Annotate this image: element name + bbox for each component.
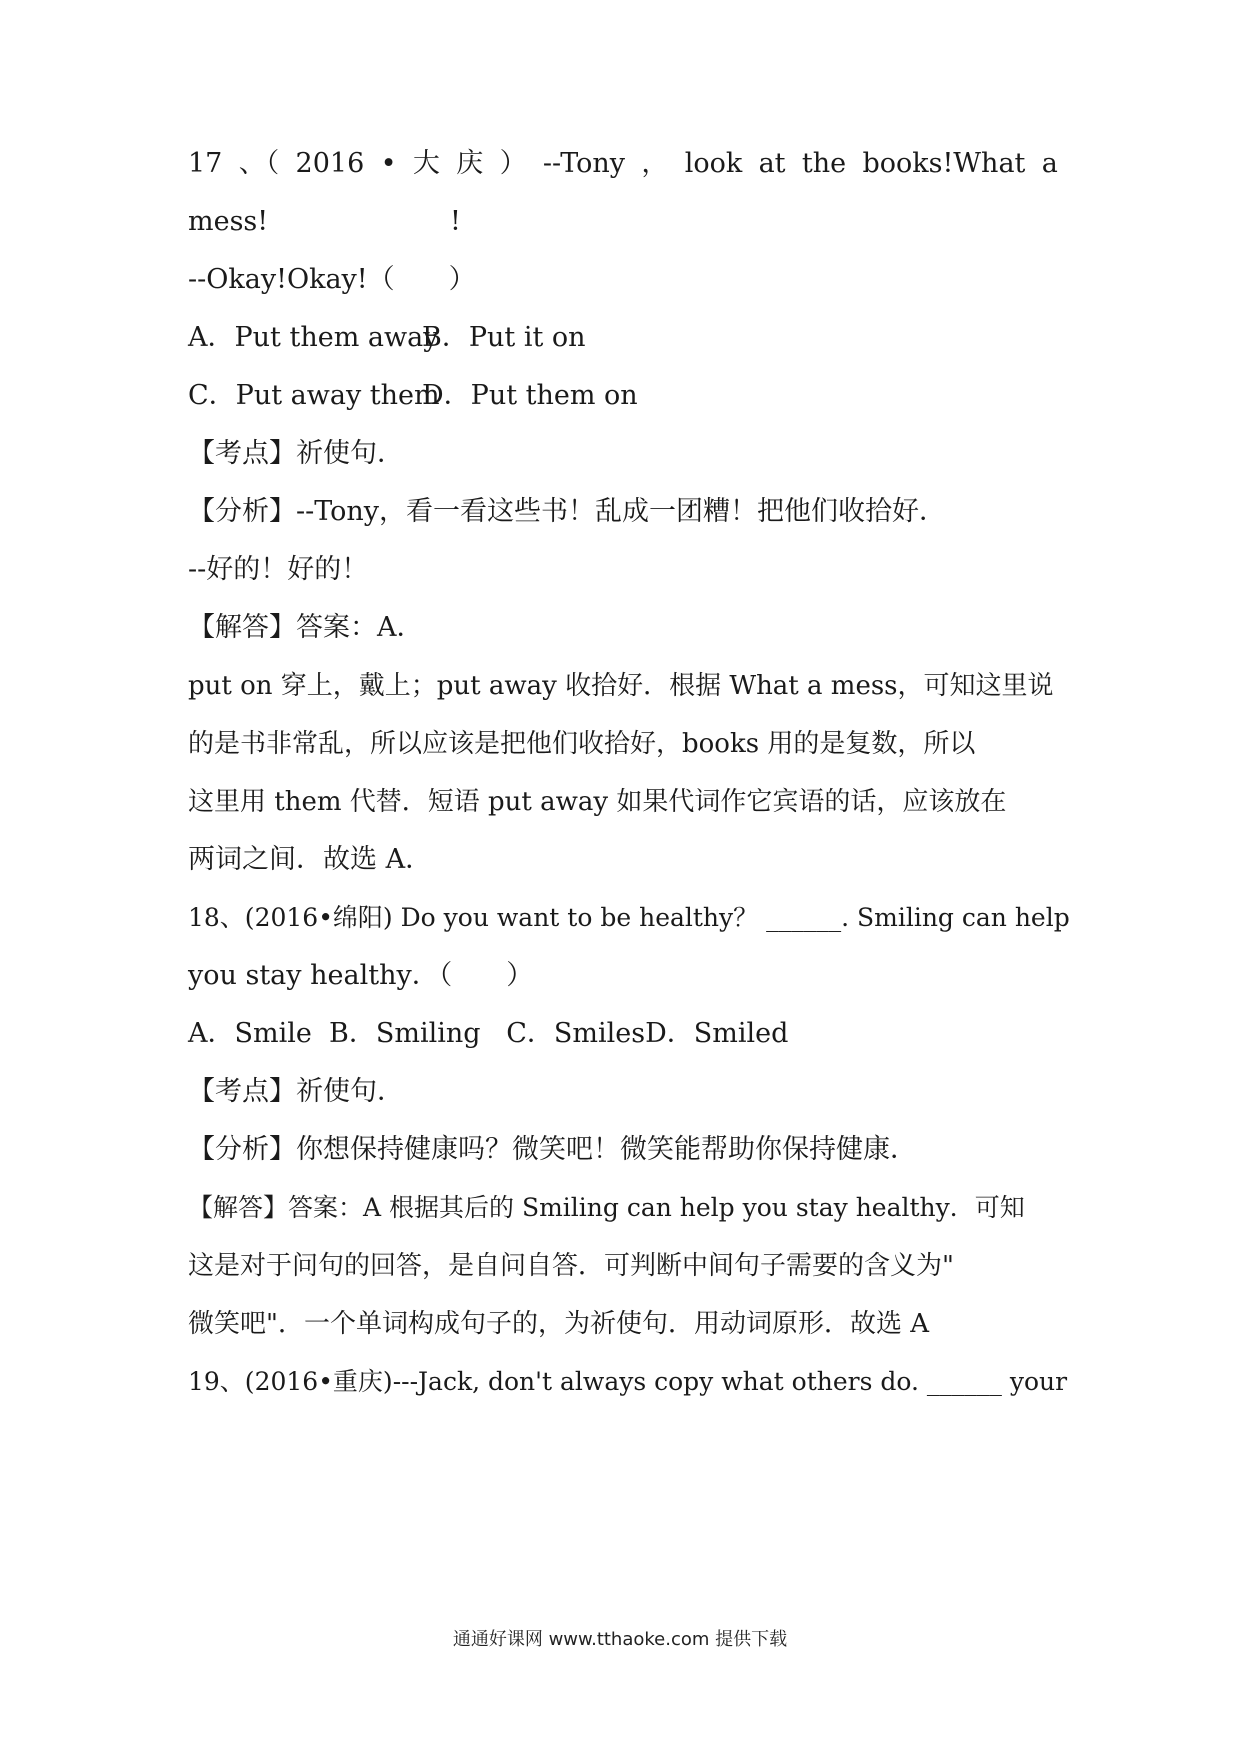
- q17-jieda: 【解答】答案：A．: [188, 612, 424, 643]
- q17-line-1-word: •: [380, 148, 397, 179]
- page-footer: 通通好课网 www.tthaoke.com 提供下载: [452, 1629, 788, 1650]
- q17-mess-text: mess!: [188, 206, 269, 237]
- q17-line-2: [188, 202, 1058, 242]
- q18-kaodian: 【考点】祈使句．: [188, 1076, 404, 1107]
- q17-line-1-word: ，: [641, 148, 669, 179]
- q17-line-1-word: books!What: [862, 148, 1026, 179]
- q19-line-1: 19、(2016•重庆)---Jack, don't always copy what others do. ______ your: [188, 1367, 1068, 1396]
- q17-explanation-4: 两词之间．故选 A．: [188, 844, 433, 875]
- q17-fenxi-2: --好的！好的！: [188, 554, 369, 585]
- q17-line-1-word: the: [801, 148, 847, 179]
- q18-line-1: 18、(2016•绵阳) Do you want to be healthy？ ______. Smiling can help: [188, 903, 1070, 932]
- q17-explanation-3: 这里用 them 代替．短语 put away 如果代词作它宾语的话，应该放在: [188, 787, 1007, 817]
- q17-line-1-word: 2016: [295, 148, 365, 179]
- q17-explanation-2: 的是书非常乱，所以应该是把他们收拾好，books 用的是复数，所以: [188, 729, 976, 759]
- q17-explanation-1: put on 穿上，戴上；put away 收拾好．根据 What a mess，可知这里说: [188, 671, 1054, 701]
- q17-line-1-word: ）: [499, 148, 527, 179]
- q17-line-1-word: --Tony: [542, 148, 626, 179]
- q18-options: A．Smile B．Smiling C．SmilesD．Smiled: [188, 1018, 789, 1049]
- q17-option-a: A．Put them away: [188, 322, 439, 353]
- q17-kaodian: 【考点】祈使句．: [188, 438, 404, 469]
- q17-exclaim: !: [450, 206, 461, 237]
- q17-line-1-word: 、（: [238, 148, 280, 179]
- document-page: [188, 0, 1070, 1754]
- q17-options-ab: [188, 318, 1058, 358]
- q18-jieda-2: 这是对于问句的回答，是自问自答．可判断中间句子需要的含义为": [188, 1251, 954, 1281]
- q17-line-3: --Okay!Okay!（ ）: [188, 264, 476, 295]
- q17-line-1-word: at: [758, 148, 786, 179]
- q18-fenxi: 【分析】你想保持健康吗？微笑吧！微笑能帮助你保持健康．: [188, 1134, 917, 1165]
- q17-line-1: [188, 144, 1058, 184]
- q17-options-cd: [188, 376, 1058, 416]
- q17-option-d: D．Put them on: [422, 380, 638, 411]
- q17-line-1-word: 大: [412, 148, 440, 179]
- q17-option-b: B．Put it on: [422, 322, 586, 353]
- q17-line-1-word: look: [684, 148, 743, 179]
- q17-fenxi: 【分析】--Tony，看一看这些书！乱成一团糟！把他们收拾好．: [188, 496, 947, 527]
- q18-jieda-1: 【解答】答案：A 根据其后的 Smiling can help you stay healthy．可知: [188, 1193, 1025, 1222]
- q17-line-1-word: a: [1041, 148, 1058, 179]
- q18-jieda-3: 微笑吧"．一个单词构成句子的，为祈使句．用动词原形．故选 A: [188, 1309, 930, 1339]
- q17-option-c: C．Put away them: [188, 380, 440, 411]
- q17-line-1-word: 庆: [456, 148, 484, 179]
- q17-line-1-word: 17: [188, 148, 223, 179]
- q18-line-2: you stay healthy．（ ）: [188, 960, 534, 991]
